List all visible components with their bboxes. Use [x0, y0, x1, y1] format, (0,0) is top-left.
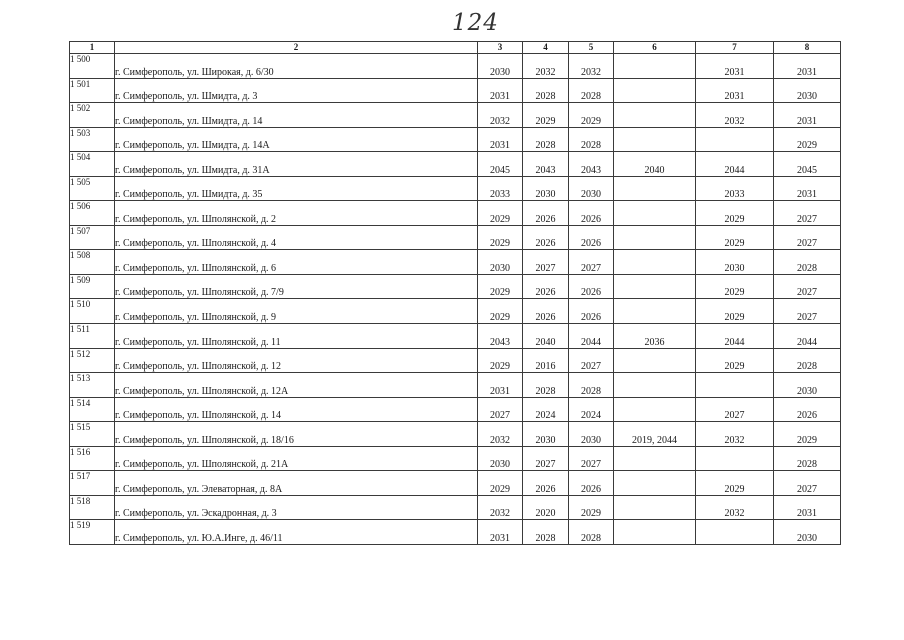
col6-cell [614, 274, 696, 299]
col5-cell: 2029 [569, 495, 614, 520]
table-row [70, 324, 841, 349]
col8-cell: 2030 [774, 78, 841, 103]
col4-cell: 2026 [523, 299, 569, 324]
row-number: 1 510 [70, 299, 115, 324]
col4-cell: 2026 [523, 201, 569, 226]
address-cell: г. Симферополь, ул. Шполянской, д. 9 [115, 299, 478, 324]
col5-cell: 2029 [569, 103, 614, 128]
col7-cell: 2032 [696, 422, 774, 447]
column-header-3: 3 [478, 42, 523, 54]
col8-cell: 2030 [774, 373, 841, 398]
row-number: 1 506 [70, 201, 115, 226]
col5-cell: 2030 [569, 176, 614, 201]
col7-cell: 2031 [696, 54, 774, 79]
col6-cell [614, 397, 696, 422]
row-number: 1 504 [70, 152, 115, 177]
col4-cell: 2028 [523, 78, 569, 103]
address-cell: г. Симферополь, ул. Ю.А.Инге, д. 46/11 [115, 520, 478, 545]
col4-cell: 2028 [523, 373, 569, 398]
table-row [70, 201, 841, 226]
table-body [70, 54, 841, 545]
col6-cell [614, 103, 696, 128]
col4-cell: 2026 [523, 225, 569, 250]
col7-cell: 2031 [696, 78, 774, 103]
table-row [70, 78, 841, 103]
col4-cell: 2028 [523, 520, 569, 545]
col7-cell: 2030 [696, 250, 774, 275]
page-number: 124 [452, 10, 499, 36]
col5-cell: 2026 [569, 471, 614, 496]
col6-cell: 2019, 2044 [614, 422, 696, 447]
col6-cell [614, 299, 696, 324]
col6-cell [614, 78, 696, 103]
col8-cell: 2045 [774, 152, 841, 177]
col3-cell: 2029 [478, 274, 523, 299]
row-number: 1 509 [70, 274, 115, 299]
column-header-8: 8 [774, 42, 841, 54]
row-number: 1 505 [70, 176, 115, 201]
col7-cell: 2029 [696, 201, 774, 226]
address-cell: г. Симферополь, ул. Эскадронная, д. 3 [115, 495, 478, 520]
col4-cell: 2043 [523, 152, 569, 177]
col4-cell: 2026 [523, 471, 569, 496]
col5-cell: 2044 [569, 324, 614, 349]
col4-cell: 2040 [523, 324, 569, 349]
table-row [70, 250, 841, 275]
column-header-7: 7 [696, 42, 774, 54]
row-number: 1 507 [70, 225, 115, 250]
col6-cell [614, 54, 696, 79]
col6-cell [614, 471, 696, 496]
col6-cell: 2040 [614, 152, 696, 177]
col4-cell: 2026 [523, 274, 569, 299]
row-number: 1 516 [70, 446, 115, 471]
col6-cell [614, 201, 696, 226]
column-header-1: 1 [70, 42, 115, 54]
header-row [70, 42, 841, 54]
col6-cell [614, 127, 696, 152]
col7-cell: 2029 [696, 299, 774, 324]
row-number: 1 519 [70, 520, 115, 545]
table-row [70, 471, 841, 496]
col4-cell: 2027 [523, 250, 569, 275]
col7-cell: 2029 [696, 471, 774, 496]
col5-cell: 2026 [569, 274, 614, 299]
col3-cell: 2029 [478, 299, 523, 324]
col5-cell: 2027 [569, 250, 614, 275]
table-row [70, 348, 841, 373]
col8-cell: 2028 [774, 250, 841, 275]
row-number: 1 511 [70, 324, 115, 349]
col8-cell: 2031 [774, 54, 841, 79]
col5-cell: 2027 [569, 348, 614, 373]
table-row [70, 373, 841, 398]
table-row [70, 225, 841, 250]
row-number: 1 518 [70, 495, 115, 520]
col8-cell: 2029 [774, 422, 841, 447]
col3-cell: 2029 [478, 348, 523, 373]
col6-cell [614, 446, 696, 471]
col8-cell: 2029 [774, 127, 841, 152]
col5-cell: 2028 [569, 520, 614, 545]
col3-cell: 2030 [478, 54, 523, 79]
row-number: 1 512 [70, 348, 115, 373]
address-cell: г. Симферополь, ул. Шполянской, д. 14 [115, 397, 478, 422]
address-cell: г. Симферополь, ул. Шполянской, д. 18/16 [115, 422, 478, 447]
col7-cell: 2029 [696, 274, 774, 299]
col5-cell: 2028 [569, 373, 614, 398]
col5-cell: 2028 [569, 78, 614, 103]
col3-cell: 2032 [478, 495, 523, 520]
col4-cell: 2030 [523, 176, 569, 201]
col8-cell: 2031 [774, 495, 841, 520]
address-cell: г. Симферополь, ул. Шполянской, д. 12А [115, 373, 478, 398]
address-cell: г. Симферополь, ул. Шполянской, д. 6 [115, 250, 478, 275]
table-row [70, 446, 841, 471]
address-cell: г. Симферополь, ул. Шполянской, д. 4 [115, 225, 478, 250]
row-number: 1 500 [70, 54, 115, 79]
col6-cell [614, 250, 696, 275]
col5-cell: 2032 [569, 54, 614, 79]
col8-cell: 2026 [774, 397, 841, 422]
col4-cell: 2024 [523, 397, 569, 422]
col4-cell: 2020 [523, 495, 569, 520]
col6-cell [614, 373, 696, 398]
col8-cell: 2028 [774, 446, 841, 471]
column-header-6: 6 [614, 42, 696, 54]
table-row [70, 103, 841, 128]
col7-cell [696, 373, 774, 398]
col6-cell [614, 520, 696, 545]
column-header-5: 5 [569, 42, 614, 54]
address-cell: г. Симферополь, ул. Шполянской, д. 7/9 [115, 274, 478, 299]
col7-cell: 2044 [696, 324, 774, 349]
address-cell: г. Симферополь, ул. Шмидта, д. 3 [115, 78, 478, 103]
address-cell: г. Симферополь, ул. Шмидта, д. 14 [115, 103, 478, 128]
col3-cell: 2031 [478, 127, 523, 152]
col5-cell: 2026 [569, 225, 614, 250]
col4-cell: 2016 [523, 348, 569, 373]
table-row [70, 520, 841, 545]
col4-cell: 2029 [523, 103, 569, 128]
col3-cell: 2030 [478, 446, 523, 471]
col7-cell [696, 127, 774, 152]
table-row [70, 127, 841, 152]
col7-cell: 2027 [696, 397, 774, 422]
col4-cell: 2027 [523, 446, 569, 471]
address-cell: г. Симферополь, ул. Шполянской, д. 2 [115, 201, 478, 226]
col3-cell: 2029 [478, 471, 523, 496]
table-row [70, 54, 841, 79]
col5-cell: 2028 [569, 127, 614, 152]
col3-cell: 2027 [478, 397, 523, 422]
col8-cell: 2030 [774, 520, 841, 545]
col7-cell: 2033 [696, 176, 774, 201]
table-row [70, 176, 841, 201]
col5-cell: 2024 [569, 397, 614, 422]
address-cell: г. Симферополь, ул. Шмидта, д. 31А [115, 152, 478, 177]
col6-cell [614, 348, 696, 373]
table-row [70, 495, 841, 520]
address-cell: г. Симферополь, ул. Шполянской, д. 11 [115, 324, 478, 349]
address-cell: г. Симферополь, ул. Широкая, д. 6/30 [115, 54, 478, 79]
table-row [70, 274, 841, 299]
row-number: 1 513 [70, 373, 115, 398]
col3-cell: 2032 [478, 422, 523, 447]
column-header-4: 4 [523, 42, 569, 54]
col7-cell: 2032 [696, 103, 774, 128]
col5-cell: 2026 [569, 201, 614, 226]
address-cell: г. Симферополь, ул. Элеваторная, д. 8А [115, 471, 478, 496]
col3-cell: 2043 [478, 324, 523, 349]
address-cell: г. Симферополь, ул. Шполянской, д. 21А [115, 446, 478, 471]
col6-cell: 2036 [614, 324, 696, 349]
table-row [70, 152, 841, 177]
col7-cell: 2029 [696, 225, 774, 250]
col6-cell [614, 225, 696, 250]
col8-cell: 2031 [774, 176, 841, 201]
registry-table [69, 41, 841, 545]
row-number: 1 503 [70, 127, 115, 152]
column-header-2: 2 [115, 42, 478, 54]
col8-cell: 2027 [774, 471, 841, 496]
table-row [70, 397, 841, 422]
table-row [70, 299, 841, 324]
col7-cell: 2044 [696, 152, 774, 177]
col3-cell: 2029 [478, 201, 523, 226]
col5-cell: 2043 [569, 152, 614, 177]
col8-cell: 2028 [774, 348, 841, 373]
col8-cell: 2027 [774, 225, 841, 250]
col8-cell: 2027 [774, 274, 841, 299]
col3-cell: 2029 [478, 225, 523, 250]
col8-cell: 2027 [774, 201, 841, 226]
col4-cell: 2030 [523, 422, 569, 447]
row-number: 1 502 [70, 103, 115, 128]
col6-cell [614, 495, 696, 520]
address-cell: г. Симферополь, ул. Шмидта, д. 14А [115, 127, 478, 152]
row-number: 1 515 [70, 422, 115, 447]
col3-cell: 2031 [478, 373, 523, 398]
col8-cell: 2027 [774, 299, 841, 324]
address-cell: г. Симферополь, ул. Шмидта, д. 35 [115, 176, 478, 201]
row-number: 1 501 [70, 78, 115, 103]
row-number: 1 517 [70, 471, 115, 496]
col8-cell: 2031 [774, 103, 841, 128]
col4-cell: 2028 [523, 127, 569, 152]
address-cell: г. Симферополь, ул. Шполянской, д. 12 [115, 348, 478, 373]
col7-cell: 2032 [696, 495, 774, 520]
col7-cell [696, 520, 774, 545]
table-row [70, 422, 841, 447]
row-number: 1 514 [70, 397, 115, 422]
col3-cell: 2045 [478, 152, 523, 177]
col3-cell: 2030 [478, 250, 523, 275]
row-number: 1 508 [70, 250, 115, 275]
col5-cell: 2027 [569, 446, 614, 471]
col4-cell: 2032 [523, 54, 569, 79]
col7-cell [696, 446, 774, 471]
col7-cell: 2029 [696, 348, 774, 373]
col3-cell: 2032 [478, 103, 523, 128]
col3-cell: 2033 [478, 176, 523, 201]
col3-cell: 2031 [478, 520, 523, 545]
col3-cell: 2031 [478, 78, 523, 103]
col6-cell [614, 176, 696, 201]
col8-cell: 2044 [774, 324, 841, 349]
col5-cell: 2026 [569, 299, 614, 324]
col5-cell: 2030 [569, 422, 614, 447]
